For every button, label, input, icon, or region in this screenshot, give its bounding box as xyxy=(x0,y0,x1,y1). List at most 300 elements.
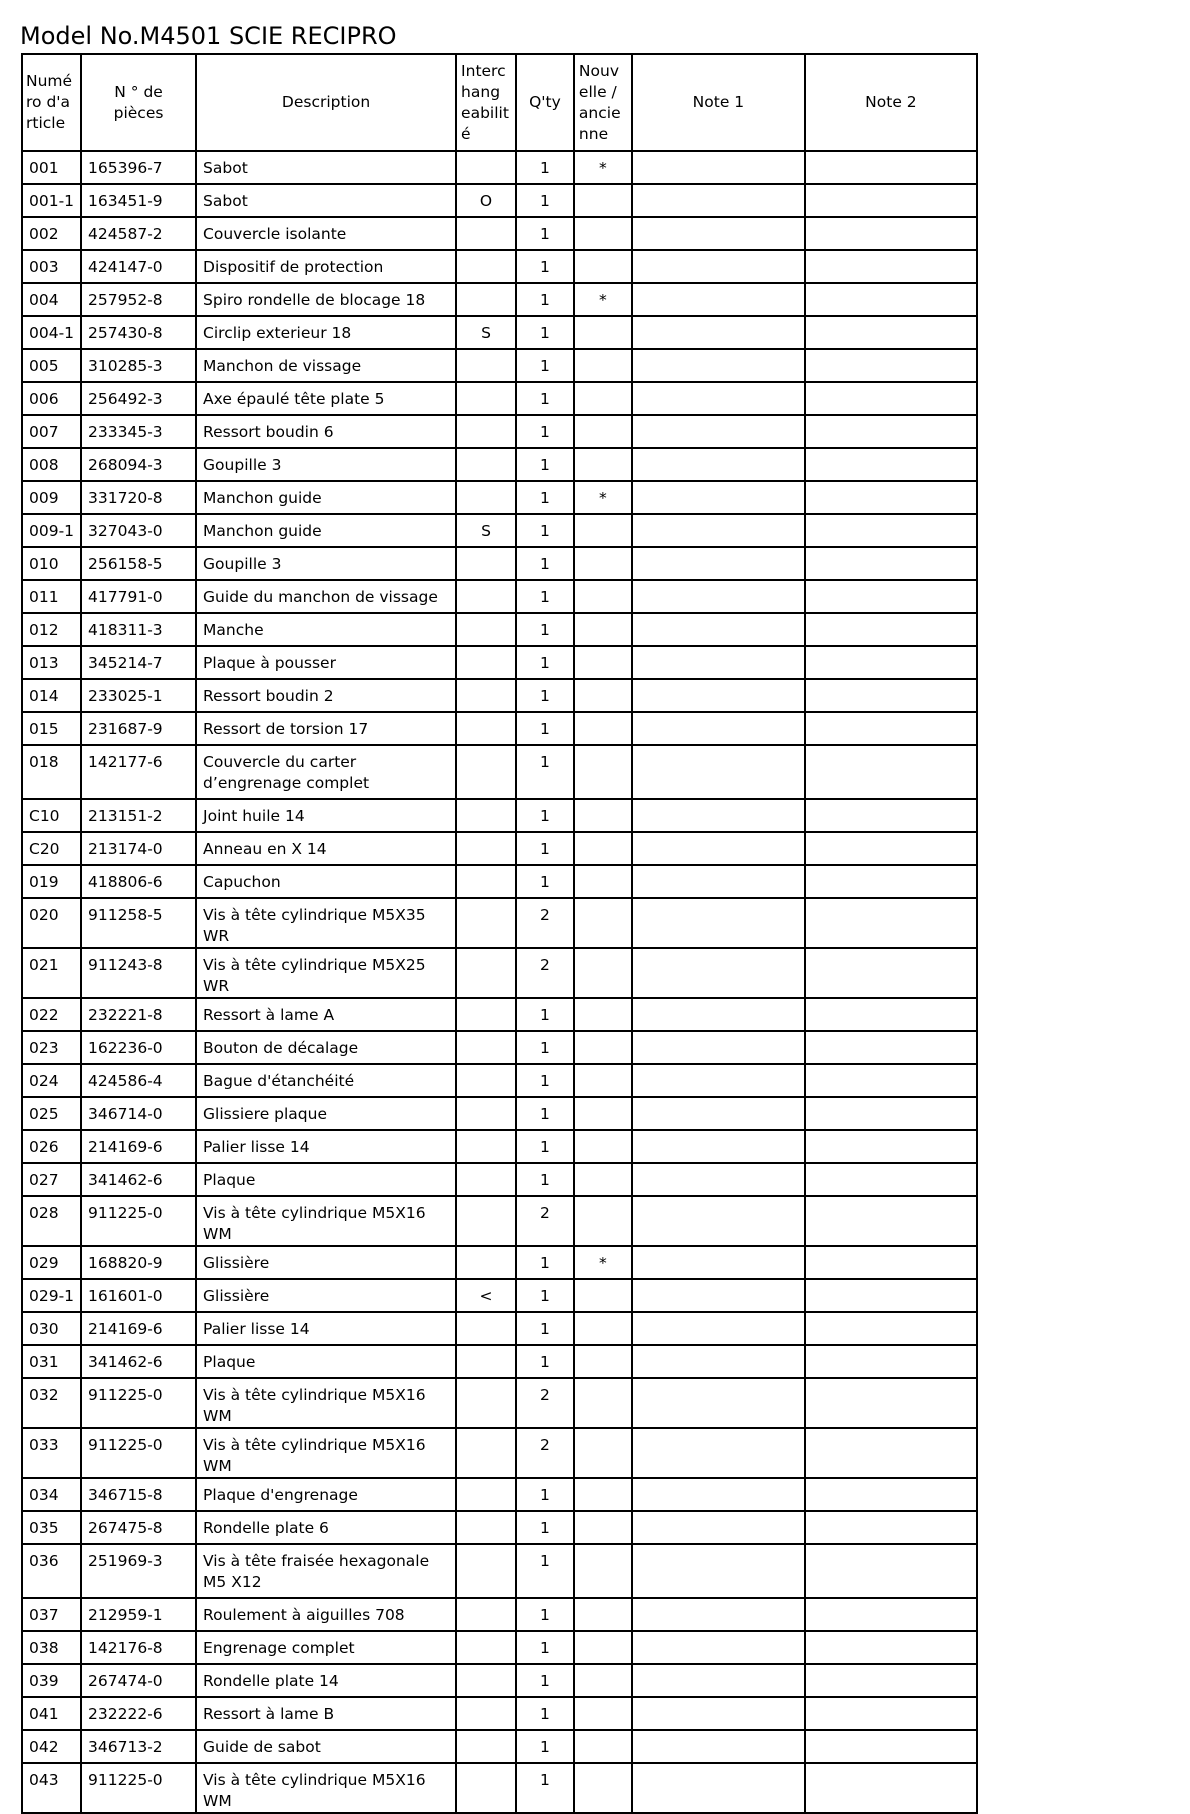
cell-note-2 xyxy=(805,1196,977,1246)
cell-note-2 xyxy=(805,250,977,283)
cell-part-number: 267475-8 xyxy=(81,1511,196,1544)
cell-interchangeability xyxy=(456,1064,516,1097)
cell-quantity: 1 xyxy=(516,679,574,712)
cell-part-number: 341462-6 xyxy=(81,1163,196,1196)
cell-note-2 xyxy=(805,151,977,184)
cell-note-2 xyxy=(805,514,977,547)
cell-quantity: 1 xyxy=(516,316,574,349)
cell-part-number: 162236-0 xyxy=(81,1031,196,1064)
cell-note-2 xyxy=(805,1664,977,1697)
cell-note-2 xyxy=(805,679,977,712)
cell-quantity: 1 xyxy=(516,1312,574,1345)
cell-quantity: 1 xyxy=(516,646,574,679)
cell-note-1 xyxy=(632,998,805,1031)
cell-note-2 xyxy=(805,1246,977,1279)
table-header-row xyxy=(22,54,977,151)
cell-part-number: 911225-0 xyxy=(81,1763,196,1813)
cell-new-old xyxy=(574,448,632,481)
cell-part-number: 256492-3 xyxy=(81,382,196,415)
cell-description: Plaque xyxy=(196,1163,456,1196)
cell-article-number: 029 xyxy=(22,1246,81,1279)
cell-description: Vis à tête fraisée hexagonale M5 X12 xyxy=(196,1544,456,1598)
header-description: Description xyxy=(196,54,456,151)
cell-note-1 xyxy=(632,1544,805,1598)
cell-part-number: 256158-5 xyxy=(81,547,196,580)
cell-quantity: 1 xyxy=(516,1697,574,1730)
cell-interchangeability: S xyxy=(456,514,516,547)
cell-note-2 xyxy=(805,1130,977,1163)
cell-description: Glissière xyxy=(196,1279,456,1312)
cell-note-2 xyxy=(805,1697,977,1730)
cell-part-number: 214169-6 xyxy=(81,1312,196,1345)
cell-part-number: 231687-9 xyxy=(81,712,196,745)
cell-part-number: 327043-0 xyxy=(81,514,196,547)
cell-note-1 xyxy=(632,250,805,283)
cell-quantity: 2 xyxy=(516,948,574,998)
cell-quantity: 1 xyxy=(516,1730,574,1763)
cell-interchangeability xyxy=(456,1730,516,1763)
cell-note-1 xyxy=(632,1428,805,1478)
cell-note-2 xyxy=(805,898,977,948)
cell-note-2 xyxy=(805,948,977,998)
cell-article-number: 019 xyxy=(22,865,81,898)
cell-interchangeability xyxy=(456,1544,516,1598)
cell-note-2 xyxy=(805,349,977,382)
cell-interchangeability xyxy=(456,283,516,316)
cell-description: Sabot xyxy=(196,151,456,184)
cell-interchangeability xyxy=(456,1478,516,1511)
cell-description: Vis à tête cylindrique M5X16 WM xyxy=(196,1378,456,1428)
cell-new-old xyxy=(574,316,632,349)
cell-interchangeability xyxy=(456,382,516,415)
cell-note-1 xyxy=(632,948,805,998)
cell-note-1 xyxy=(632,316,805,349)
cell-new-old xyxy=(574,1097,632,1130)
table-row xyxy=(22,1478,977,1511)
table-row xyxy=(22,832,977,865)
cell-note-2 xyxy=(805,1763,977,1813)
cell-new-old xyxy=(574,547,632,580)
cell-new-old xyxy=(574,745,632,799)
cell-note-2 xyxy=(805,1163,977,1196)
cell-note-1 xyxy=(632,1163,805,1196)
cell-interchangeability xyxy=(456,349,516,382)
cell-description: Ressort à lame A xyxy=(196,998,456,1031)
cell-quantity: 1 xyxy=(516,415,574,448)
cell-article-number: 028 xyxy=(22,1196,81,1246)
table-row xyxy=(22,865,977,898)
cell-article-number: 014 xyxy=(22,679,81,712)
cell-interchangeability xyxy=(456,832,516,865)
cell-note-1 xyxy=(632,712,805,745)
parts-table xyxy=(21,53,978,1814)
cell-interchangeability xyxy=(456,415,516,448)
cell-part-number: 212959-1 xyxy=(81,1598,196,1631)
table-row xyxy=(22,1246,977,1279)
cell-quantity: 1 xyxy=(516,547,574,580)
cell-article-number: 022 xyxy=(22,998,81,1031)
cell-part-number: 232221-8 xyxy=(81,998,196,1031)
cell-description: Glissière xyxy=(196,1246,456,1279)
cell-description: Couvercle isolante xyxy=(196,217,456,250)
cell-note-1 xyxy=(632,415,805,448)
cell-new-old xyxy=(574,613,632,646)
table-row xyxy=(22,646,977,679)
cell-article-number: 002 xyxy=(22,217,81,250)
cell-interchangeability xyxy=(456,1511,516,1544)
cell-interchangeability xyxy=(456,547,516,580)
cell-article-number: 003 xyxy=(22,250,81,283)
cell-quantity: 1 xyxy=(516,799,574,832)
cell-note-2 xyxy=(805,1345,977,1378)
cell-interchangeability xyxy=(456,1196,516,1246)
cell-part-number: 331720-8 xyxy=(81,481,196,514)
cell-note-1 xyxy=(632,1697,805,1730)
cell-part-number: 267474-0 xyxy=(81,1664,196,1697)
cell-interchangeability xyxy=(456,1345,516,1378)
cell-interchangeability xyxy=(456,1097,516,1130)
cell-article-number: C10 xyxy=(22,799,81,832)
table-row xyxy=(22,948,977,998)
cell-part-number: 233025-1 xyxy=(81,679,196,712)
cell-note-2 xyxy=(805,316,977,349)
cell-article-number: 001-1 xyxy=(22,184,81,217)
table-row xyxy=(22,547,977,580)
cell-note-1 xyxy=(632,1478,805,1511)
cell-interchangeability xyxy=(456,1163,516,1196)
cell-article-number: 011 xyxy=(22,580,81,613)
cell-article-number: 005 xyxy=(22,349,81,382)
cell-part-number: 163451-9 xyxy=(81,184,196,217)
table-row xyxy=(22,1697,977,1730)
cell-note-2 xyxy=(805,1428,977,1478)
cell-interchangeability xyxy=(456,580,516,613)
cell-interchangeability xyxy=(456,646,516,679)
cell-description: Rondelle plate 14 xyxy=(196,1664,456,1697)
table-row xyxy=(22,580,977,613)
cell-article-number: 026 xyxy=(22,1130,81,1163)
cell-quantity: 1 xyxy=(516,1130,574,1163)
page-title: Model No.M4501 SCIE RECIPRO xyxy=(20,22,397,50)
cell-part-number: 213174-0 xyxy=(81,832,196,865)
cell-new-old xyxy=(574,1598,632,1631)
header-note-2: Note 2 xyxy=(805,54,977,151)
table-row xyxy=(22,1097,977,1130)
table-row xyxy=(22,745,977,799)
cell-note-2 xyxy=(805,832,977,865)
cell-part-number: 168820-9 xyxy=(81,1246,196,1279)
cell-description: Spiro rondelle de blocage 18 xyxy=(196,283,456,316)
cell-description: Vis à tête cylindrique M5X35 WR xyxy=(196,898,456,948)
cell-new-old xyxy=(574,679,632,712)
cell-quantity: 1 xyxy=(516,1031,574,1064)
cell-article-number: 024 xyxy=(22,1064,81,1097)
cell-part-number: 310285-3 xyxy=(81,349,196,382)
cell-description: Palier lisse 14 xyxy=(196,1130,456,1163)
cell-quantity: 1 xyxy=(516,1097,574,1130)
cell-quantity: 1 xyxy=(516,1664,574,1697)
cell-note-1 xyxy=(632,1031,805,1064)
header-interchangeability: Interc hang eabilit é xyxy=(456,54,516,151)
cell-new-old xyxy=(574,998,632,1031)
cell-quantity: 1 xyxy=(516,1544,574,1598)
cell-interchangeability xyxy=(456,448,516,481)
cell-note-2 xyxy=(805,580,977,613)
table-row xyxy=(22,1163,977,1196)
cell-new-old: * xyxy=(574,1246,632,1279)
cell-part-number: 142176-8 xyxy=(81,1631,196,1664)
cell-new-old: * xyxy=(574,151,632,184)
cell-article-number: 027 xyxy=(22,1163,81,1196)
cell-new-old xyxy=(574,1031,632,1064)
cell-description: Engrenage complet xyxy=(196,1631,456,1664)
cell-quantity: 1 xyxy=(516,514,574,547)
header-article-number: Numé ro d'a rticle xyxy=(22,54,81,151)
cell-new-old xyxy=(574,250,632,283)
header-note-1: Note 1 xyxy=(632,54,805,151)
cell-note-2 xyxy=(805,448,977,481)
table-row xyxy=(22,1312,977,1345)
cell-new-old xyxy=(574,580,632,613)
cell-note-2 xyxy=(805,1279,977,1312)
cell-description: Couvercle du carter d’engrenage complet xyxy=(196,745,456,799)
cell-new-old xyxy=(574,1544,632,1598)
cell-description: Manchon guide xyxy=(196,514,456,547)
cell-interchangeability xyxy=(456,799,516,832)
cell-note-1 xyxy=(632,1345,805,1378)
cell-description: Anneau en X 14 xyxy=(196,832,456,865)
cell-quantity: 1 xyxy=(516,998,574,1031)
cell-note-1 xyxy=(632,1511,805,1544)
table-row xyxy=(22,712,977,745)
table-row xyxy=(22,349,977,382)
cell-note-2 xyxy=(805,745,977,799)
cell-note-1 xyxy=(632,646,805,679)
cell-quantity: 2 xyxy=(516,1196,574,1246)
cell-quantity: 1 xyxy=(516,481,574,514)
cell-article-number: 008 xyxy=(22,448,81,481)
cell-part-number: 911225-0 xyxy=(81,1196,196,1246)
table-row xyxy=(22,151,977,184)
table-row xyxy=(22,1428,977,1478)
cell-note-1 xyxy=(632,1097,805,1130)
cell-article-number: 018 xyxy=(22,745,81,799)
cell-article-number: 007 xyxy=(22,415,81,448)
cell-new-old xyxy=(574,1196,632,1246)
cell-interchangeability xyxy=(456,948,516,998)
cell-part-number: 424587-2 xyxy=(81,217,196,250)
cell-new-old xyxy=(574,1130,632,1163)
cell-note-1 xyxy=(632,151,805,184)
cell-quantity: 1 xyxy=(516,1064,574,1097)
cell-quantity: 1 xyxy=(516,151,574,184)
cell-quantity: 1 xyxy=(516,712,574,745)
cell-description: Ressort de torsion 17 xyxy=(196,712,456,745)
cell-new-old xyxy=(574,646,632,679)
cell-article-number: 032 xyxy=(22,1378,81,1428)
cell-note-2 xyxy=(805,1478,977,1511)
table-row xyxy=(22,613,977,646)
cell-note-1 xyxy=(632,1378,805,1428)
cell-article-number: 030 xyxy=(22,1312,81,1345)
cell-part-number: 161601-0 xyxy=(81,1279,196,1312)
cell-note-2 xyxy=(805,283,977,316)
cell-description: Bague d'étanchéité xyxy=(196,1064,456,1097)
cell-quantity: 1 xyxy=(516,613,574,646)
cell-note-2 xyxy=(805,1631,977,1664)
cell-note-1 xyxy=(632,1730,805,1763)
table-row xyxy=(22,283,977,316)
cell-article-number: 038 xyxy=(22,1631,81,1664)
cell-article-number: 004-1 xyxy=(22,316,81,349)
cell-article-number: 006 xyxy=(22,382,81,415)
cell-new-old xyxy=(574,1763,632,1813)
table-row xyxy=(22,1730,977,1763)
cell-interchangeability xyxy=(456,1031,516,1064)
cell-description: Dispositif de protection xyxy=(196,250,456,283)
cell-description: Ressort boudin 2 xyxy=(196,679,456,712)
cell-quantity: 1 xyxy=(516,1511,574,1544)
cell-part-number: 418806-6 xyxy=(81,865,196,898)
cell-quantity: 1 xyxy=(516,217,574,250)
cell-interchangeability xyxy=(456,481,516,514)
cell-quantity: 1 xyxy=(516,1279,574,1312)
cell-part-number: 251969-3 xyxy=(81,1544,196,1598)
cell-note-2 xyxy=(805,712,977,745)
cell-quantity: 1 xyxy=(516,1345,574,1378)
cell-note-1 xyxy=(632,1312,805,1345)
table-row xyxy=(22,481,977,514)
table-row xyxy=(22,998,977,1031)
table-row xyxy=(22,1345,977,1378)
cell-new-old xyxy=(574,1664,632,1697)
cell-description: Ressort à lame B xyxy=(196,1697,456,1730)
cell-new-old xyxy=(574,832,632,865)
cell-part-number: 233345-3 xyxy=(81,415,196,448)
cell-new-old xyxy=(574,1697,632,1730)
cell-description: Sabot xyxy=(196,184,456,217)
cell-note-1 xyxy=(632,184,805,217)
cell-description: Glissiere plaque xyxy=(196,1097,456,1130)
cell-interchangeability xyxy=(456,1598,516,1631)
table-body xyxy=(22,151,977,1813)
cell-new-old xyxy=(574,1064,632,1097)
cell-note-1 xyxy=(632,547,805,580)
cell-quantity: 1 xyxy=(516,250,574,283)
cell-new-old: * xyxy=(574,283,632,316)
cell-part-number: 417791-0 xyxy=(81,580,196,613)
cell-part-number: 911225-0 xyxy=(81,1428,196,1478)
cell-interchangeability xyxy=(456,898,516,948)
cell-article-number: 009 xyxy=(22,481,81,514)
table-row xyxy=(22,799,977,832)
cell-note-2 xyxy=(805,1511,977,1544)
cell-interchangeability: S xyxy=(456,316,516,349)
cell-quantity: 1 xyxy=(516,1598,574,1631)
cell-description: Vis à tête cylindrique M5X16 WM xyxy=(196,1196,456,1246)
cell-interchangeability xyxy=(456,712,516,745)
cell-interchangeability xyxy=(456,1631,516,1664)
cell-article-number: 025 xyxy=(22,1097,81,1130)
cell-new-old xyxy=(574,184,632,217)
cell-part-number: 232222-6 xyxy=(81,1697,196,1730)
cell-quantity: 1 xyxy=(516,580,574,613)
cell-interchangeability xyxy=(456,1763,516,1813)
table-row xyxy=(22,679,977,712)
cell-note-2 xyxy=(805,865,977,898)
cell-note-1 xyxy=(632,349,805,382)
header-quantity: Q'ty xyxy=(516,54,574,151)
cell-note-1 xyxy=(632,1631,805,1664)
cell-interchangeability xyxy=(456,865,516,898)
table-row xyxy=(22,1544,977,1598)
cell-quantity: 2 xyxy=(516,1428,574,1478)
cell-article-number: 033 xyxy=(22,1428,81,1478)
cell-note-2 xyxy=(805,184,977,217)
cell-note-2 xyxy=(805,799,977,832)
cell-description: Manche xyxy=(196,613,456,646)
cell-description: Vis à tête cylindrique M5X16 WM xyxy=(196,1428,456,1478)
cell-note-2 xyxy=(805,1730,977,1763)
cell-description: Plaque d'engrenage xyxy=(196,1478,456,1511)
cell-note-1 xyxy=(632,1598,805,1631)
cell-description: Circlip exterieur 18 xyxy=(196,316,456,349)
cell-new-old xyxy=(574,349,632,382)
cell-description: Joint huile 14 xyxy=(196,799,456,832)
cell-note-2 xyxy=(805,613,977,646)
cell-description: Palier lisse 14 xyxy=(196,1312,456,1345)
cell-article-number: 021 xyxy=(22,948,81,998)
cell-interchangeability xyxy=(456,1130,516,1163)
cell-part-number: 911225-0 xyxy=(81,1378,196,1428)
cell-new-old xyxy=(574,799,632,832)
cell-quantity: 1 xyxy=(516,832,574,865)
cell-part-number: 257952-8 xyxy=(81,283,196,316)
cell-note-1 xyxy=(632,898,805,948)
cell-note-1 xyxy=(632,1196,805,1246)
cell-article-number: 029-1 xyxy=(22,1279,81,1312)
cell-part-number: 268094-3 xyxy=(81,448,196,481)
cell-new-old xyxy=(574,382,632,415)
cell-description: Ressort boudin 6 xyxy=(196,415,456,448)
cell-description: Rondelle plate 6 xyxy=(196,1511,456,1544)
cell-note-2 xyxy=(805,646,977,679)
cell-note-1 xyxy=(632,580,805,613)
cell-note-1 xyxy=(632,1664,805,1697)
cell-description: Manchon guide xyxy=(196,481,456,514)
table-row xyxy=(22,1064,977,1097)
cell-note-2 xyxy=(805,1064,977,1097)
cell-new-old xyxy=(574,1345,632,1378)
cell-quantity: 1 xyxy=(516,745,574,799)
cell-article-number: 034 xyxy=(22,1478,81,1511)
cell-description: Vis à tête cylindrique M5X16 WM xyxy=(196,1763,456,1813)
cell-article-number: 001 xyxy=(22,151,81,184)
cell-note-2 xyxy=(805,1544,977,1598)
cell-article-number: 020 xyxy=(22,898,81,948)
table-row xyxy=(22,1598,977,1631)
cell-description: Plaque à pousser xyxy=(196,646,456,679)
cell-note-1 xyxy=(632,1130,805,1163)
table-row xyxy=(22,1031,977,1064)
cell-description: Vis à tête cylindrique M5X25 WR xyxy=(196,948,456,998)
cell-interchangeability: < xyxy=(456,1279,516,1312)
table-row xyxy=(22,1196,977,1246)
cell-part-number: 346715-8 xyxy=(81,1478,196,1511)
table-row xyxy=(22,1378,977,1428)
cell-new-old xyxy=(574,415,632,448)
cell-note-1 xyxy=(632,865,805,898)
